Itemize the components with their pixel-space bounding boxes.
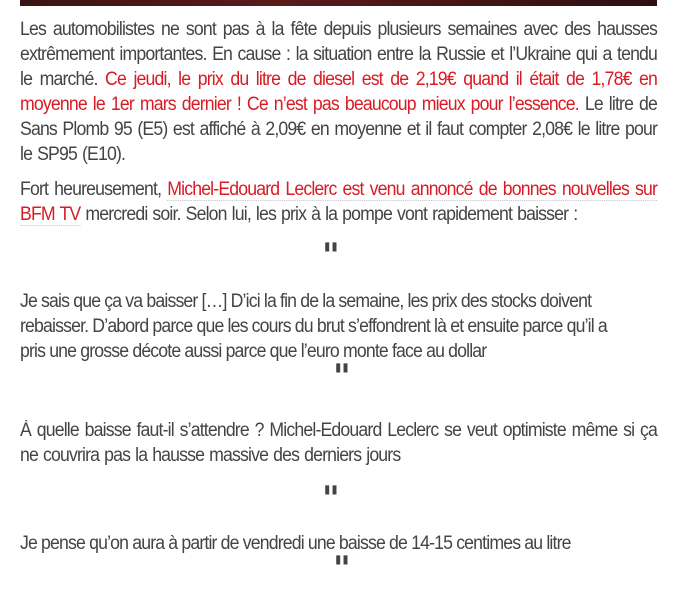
blockquote-2-text: Je pense qu’on aura à partir de vendredi une baisse de 14-15 centimes au litre bbox=[20, 533, 571, 554]
highlighted-prices: Ce jeudi, le prix du litre de diesel est de 2,19€ quand il était de 1,78€ en moyenne le 1er mars dernier ! Ce n’est pas beaucoup mieux pour l’essence. bbox=[20, 69, 658, 115]
paragraph-leclerc-text: Fort heureusement, bbox=[20, 179, 168, 200]
paragraph-intro-text-end: Le litre de Sans Plomb 95 (E5) est affiché à 2,09€ en moyenne et il faut compter 2,08€ le litre pour le SP95 (E10). bbox=[20, 94, 658, 165]
quote-open-icon: " bbox=[322, 236, 340, 276]
bfm-tv-link[interactable]: Michel-Edouard Leclerc est venu annoncé de bonnes nouvelles sur BFM TV bbox=[20, 179, 658, 225]
quote-close-icon: " bbox=[333, 549, 351, 589]
blockquote-1 bbox=[20, 289, 620, 364]
quote-open-icon: " bbox=[322, 479, 340, 519]
paragraph-intro bbox=[20, 17, 657, 167]
blockquote-2 bbox=[20, 531, 620, 556]
paragraph-leclerc bbox=[20, 177, 657, 227]
paragraph-intro-text: Les automobilistes ne sont pas à la fête depuis plusieurs semaines avec des hausses extrêmement importantes. En cause : la situation entre la Russie et l’Ukraine qui a tendu le marché. bbox=[20, 19, 658, 90]
blockquote-1-text: Je sais que ça va baisser […] D’ici la fin de la semaine, les prix des stocks doivent rebaisser. D’abord parce que les cours du brut s’effondrent là et ensuite parce qu’il a pris une grosse décote aussi parce que l’euro monte face au dollar bbox=[20, 291, 607, 362]
paragraph-question: À quelle baisse faut-il s’attendre ? Michel-Edouard Leclerc se veut optimiste même si ça ne couvrira pas la hausse massive des derniers jours bbox=[20, 420, 658, 466]
article-header-image bbox=[20, 0, 657, 6]
paragraph-leclerc-text-end: mercredi soir. Selon lui, les prix à la pompe vont rapidement baisser : bbox=[80, 204, 578, 225]
quote-close-icon: " bbox=[333, 357, 351, 397]
